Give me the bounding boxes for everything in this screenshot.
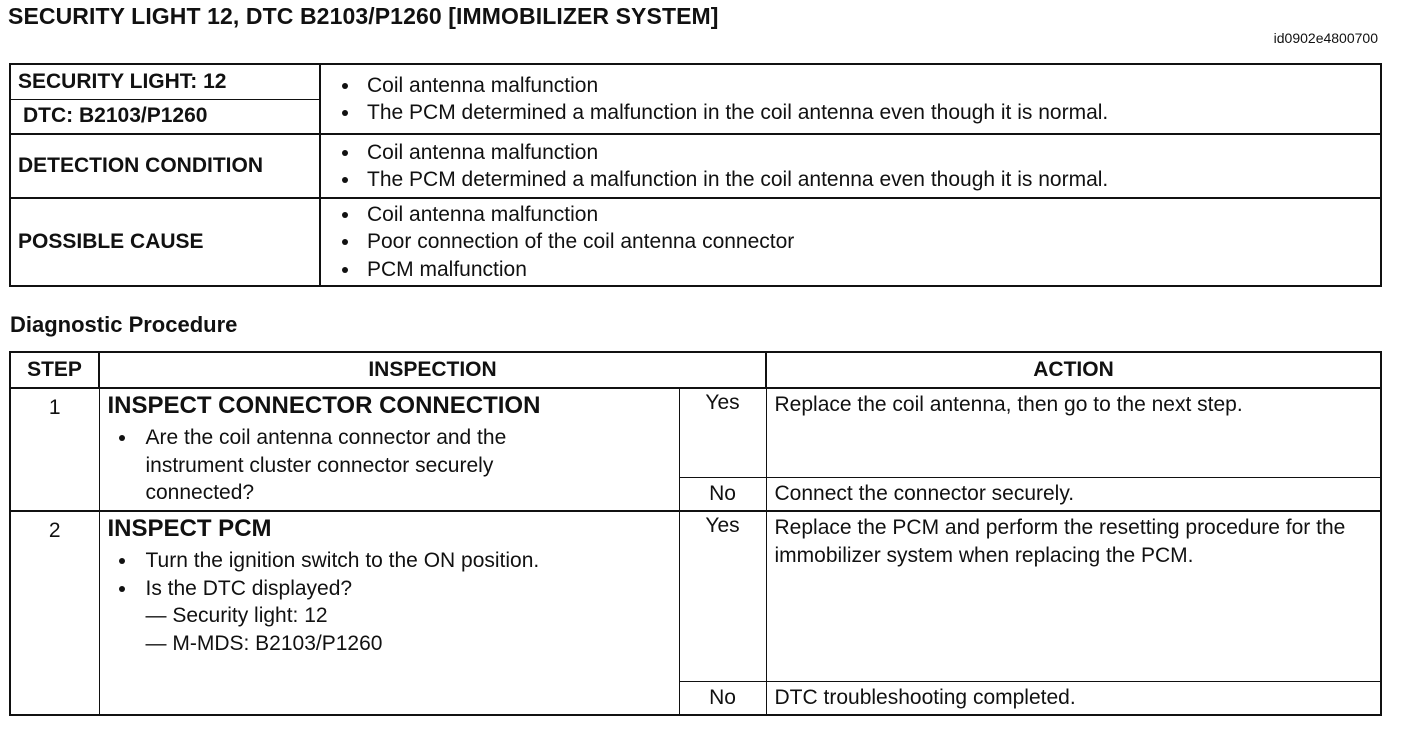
sub-list-item: — Security light: 12 bbox=[145, 604, 328, 627]
diagnostic-procedure-table bbox=[9, 351, 1382, 716]
list-item: Coil antenna malfunction bbox=[341, 72, 1380, 100]
yes-action: Replace the coil antenna, then go to the next step. bbox=[766, 388, 1381, 477]
info-row-detection bbox=[10, 134, 1381, 198]
dtc-description-list bbox=[321, 72, 1380, 127]
possible-cause-list bbox=[321, 201, 1380, 284]
list-item: Poor connection of the coil antenna connector bbox=[341, 228, 1380, 256]
column-header-action: ACTION bbox=[766, 352, 1381, 388]
list-item bbox=[116, 575, 679, 658]
list-item: The PCM determined a malfunction in the coil antenna even though it is normal. bbox=[341, 99, 1380, 127]
list-item: The PCM determined a malfunction in the coil antenna even though it is normal. bbox=[341, 166, 1380, 194]
detection-condition-label: DETECTION CONDITION bbox=[10, 134, 320, 198]
yes-label: Yes bbox=[679, 511, 766, 681]
step-number: 2 bbox=[10, 511, 99, 715]
column-header-step: STEP bbox=[10, 352, 99, 388]
inspection-title: INSPECT PCM bbox=[107, 515, 272, 542]
table-row bbox=[10, 388, 1381, 477]
no-action: Connect the connector securely. bbox=[766, 477, 1381, 511]
no-label: No bbox=[679, 681, 766, 715]
inspection-list bbox=[108, 547, 679, 657]
list-item: Coil antenna malfunction bbox=[341, 139, 1380, 167]
yes-action: Replace the PCM and perform the resetting procedure for the immobilizer system when replacing the PCM. bbox=[766, 511, 1381, 681]
list-item: Turn the ignition switch to the ON position. bbox=[116, 547, 679, 575]
table-row bbox=[10, 511, 1381, 681]
possible-cause-label: POSSIBLE CAUSE bbox=[10, 198, 320, 286]
yes-label: Yes bbox=[679, 388, 766, 477]
inspection-cell bbox=[99, 388, 679, 511]
list-item: PCM malfunction bbox=[341, 256, 1380, 284]
sub-list bbox=[146, 602, 679, 657]
list-item: Are the coil antenna connector and the instrument cluster connector securely connected? bbox=[116, 424, 576, 507]
dtc-label: DTC: B2103/P1260 bbox=[10, 99, 320, 134]
inspection-list bbox=[108, 424, 679, 507]
column-header-inspection: INSPECTION bbox=[99, 352, 766, 388]
page-title: SECURITY LIGHT 12, DTC B2103/P1260 [IMMOBILIZER SYSTEM] bbox=[8, 3, 719, 29]
inspection-cell bbox=[99, 511, 679, 715]
step-number: 1 bbox=[10, 388, 99, 511]
list-item-text: Is the DTC displayed? bbox=[145, 576, 353, 600]
list-item: Coil antenna malfunction bbox=[341, 201, 1380, 229]
info-row-security-light bbox=[10, 64, 1381, 99]
security-light-label: SECURITY LIGHT: 12 bbox=[10, 64, 320, 99]
detection-condition-list bbox=[321, 139, 1380, 194]
table-header-row bbox=[10, 352, 1381, 388]
dtc-description-cell bbox=[320, 64, 1381, 134]
possible-cause-cell bbox=[320, 198, 1381, 286]
detection-condition-cell bbox=[320, 134, 1381, 198]
info-row-cause bbox=[10, 198, 1381, 286]
dtc-info-table bbox=[9, 63, 1382, 287]
inspection-title: INSPECT CONNECTOR CONNECTION bbox=[107, 392, 541, 419]
diagnostic-procedure-heading: Diagnostic Procedure bbox=[10, 312, 238, 337]
sub-list-item: — M-MDS: B2103/P1260 bbox=[145, 631, 383, 655]
no-label: No bbox=[679, 477, 766, 511]
document-id: id0902e4800700 bbox=[1273, 30, 1378, 46]
no-action: DTC troubleshooting completed. bbox=[766, 681, 1381, 715]
